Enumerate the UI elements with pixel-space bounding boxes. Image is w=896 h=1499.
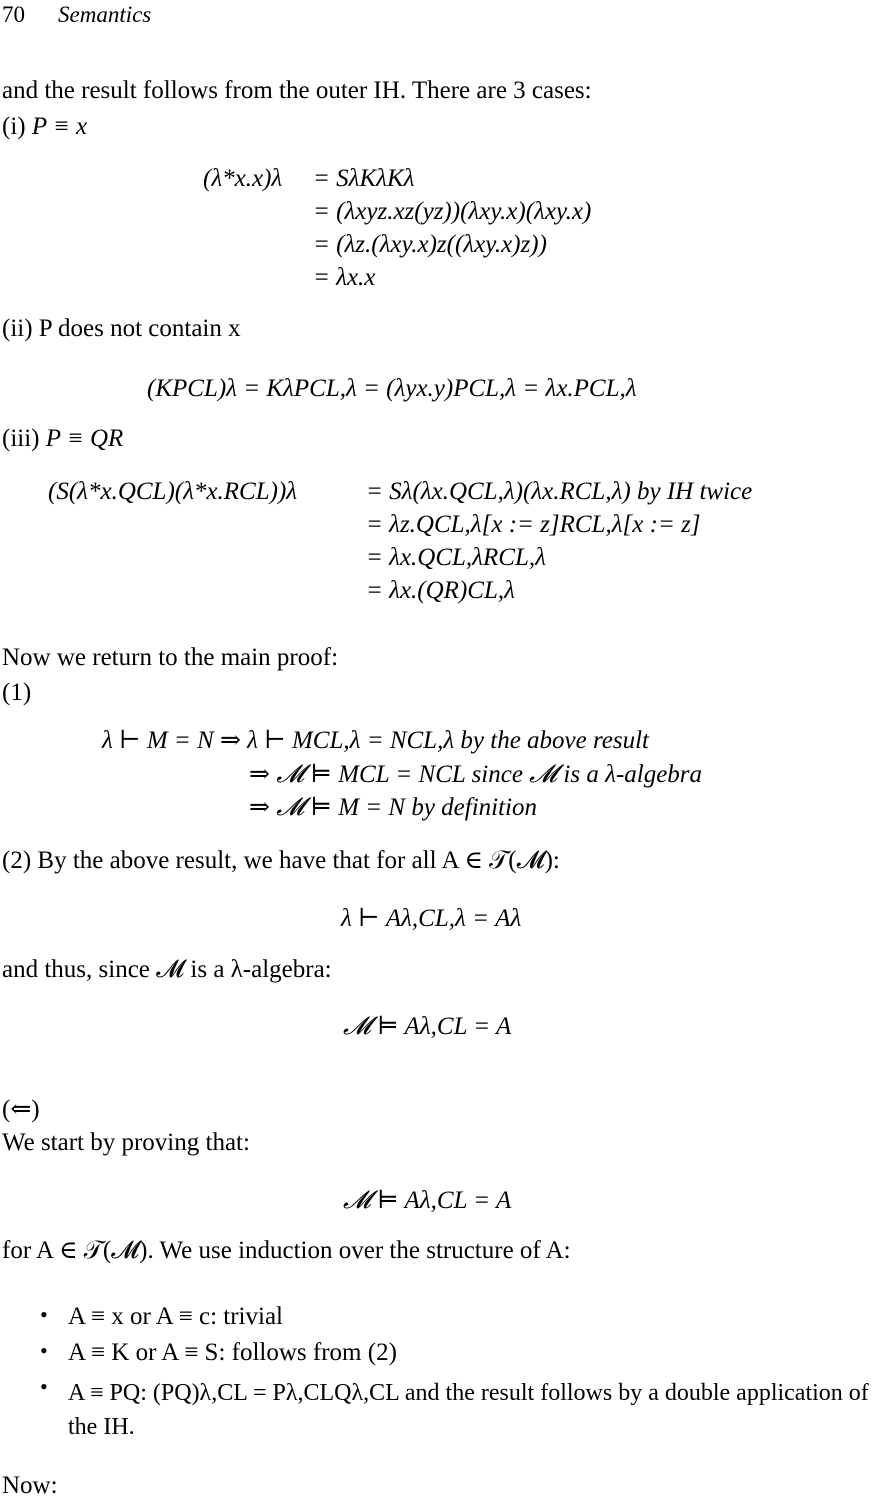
case-i-eq-line-3: = (λz.(λxy.x)z((λxy.x)z)) — [313, 231, 547, 258]
bullet-item-1: A ≡ x or A ≡ c: trivial — [68, 1303, 283, 1330]
bullet-item-3: A ≡ PQ: (PQ)λ,CL = Pλ,CLQλ,CL and the result follows by a double application of the IH. — [68, 1380, 869, 1440]
case-i-heading — [2, 114, 87, 139]
part1-line-1: λ ⊢ M = N ⇒ λ ⊢ MCL,λ = NCL,λ by the above result — [102, 727, 649, 754]
part2-text2: and thus, since 𝓜 is a λ-algebra: — [2, 956, 332, 983]
case-i-eq-lhs: (λ*x.x)λ — [203, 165, 283, 192]
case-iii-condition: P ≡ QR — [45, 425, 124, 452]
case-ii-heading — [2, 316, 241, 341]
case-iii-heading — [2, 426, 123, 451]
running-title: Semantics — [58, 2, 152, 27]
reverse-label: (⇐) — [2, 1096, 40, 1123]
main-proof-line: Now we return to the main proof: — [2, 644, 339, 671]
case-i-eq-line-1: = SλKλKλ — [313, 165, 415, 192]
case-iii-eq-line-1: = Sλ(λx.QCL,λ)(λx.RCL,λ) by IH twice — [366, 478, 753, 505]
part1-label: (1) — [2, 679, 32, 706]
case-i-eq-line-2: = (λxyz.xz(yz))(λxy.x)(λxy.x) — [313, 198, 592, 225]
case-ii-label: (ii) — [2, 315, 33, 342]
part2-equation: λ ⊢ Aλ,CL,λ = Aλ — [341, 905, 522, 932]
page-number: 70 — [2, 2, 25, 27]
case-iii-eq-line-3: = λx.QCL,λRCL,λ — [366, 544, 546, 571]
intro-line: and the result follows from the outer IH. There are 3 cases: — [2, 77, 592, 104]
bullet-marker-2: • — [40, 1338, 48, 1363]
part2-equation2: 𝓜 ⊨ Aλ,CL = A — [343, 1013, 512, 1040]
case-i-eq-line-4: = λx.x — [313, 264, 376, 291]
reverse-text: We start by proving that: — [2, 1129, 250, 1156]
case-iii-eq-line-4: = λx.(QR)CL,λ — [366, 577, 515, 604]
case-iii-eq-lhs: (S(λ*x.QCL)(λ*x.RCL))λ — [48, 478, 298, 505]
part2-text: (2) By the above result, we have that for all A ∈ 𝒯(𝓜): — [2, 847, 560, 874]
case-i-condition: P ≡ x — [31, 113, 88, 140]
part1-line-3: ⇒ 𝓜 ⊨ M = N by definition — [249, 794, 537, 821]
induction-text: for A ∈ 𝒯(𝓜). We use induction over the structure of A: — [2, 1237, 571, 1264]
bullet-item-2: A ≡ K or A ≡ S: follows from (2) — [68, 1339, 397, 1366]
bullet-marker-3: • — [40, 1374, 48, 1399]
case-iii-eq-line-2: = λz.QCL,λ[x := z]RCL,λ[x := z] — [366, 511, 701, 538]
case-ii-equation: (KPCL)λ = KλPCL,λ = (λyx.y)PCL,λ = λx.PCL,λ — [147, 375, 637, 402]
bullet-marker-1: • — [40, 1302, 48, 1327]
case-ii-condition: P does not contain x — [38, 315, 241, 342]
closing-line: Now: — [2, 1472, 58, 1499]
case-iii-label: (iii) — [2, 425, 40, 452]
part1-line-2: ⇒ 𝓜 ⊨ MCL = NCL since 𝓜 is a λ-algebra — [249, 761, 703, 788]
case-i-label: (i) — [2, 113, 26, 140]
reverse-equation: 𝓜 ⊨ Aλ,CL = A — [343, 1187, 512, 1214]
